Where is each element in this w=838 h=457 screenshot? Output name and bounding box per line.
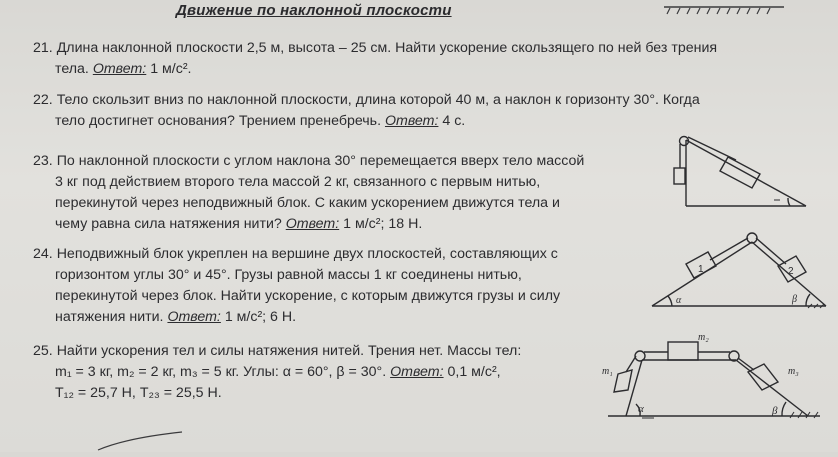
- pen-stroke: [96, 430, 186, 457]
- problem-text: 3 кг под действием второго тела массой 2 кг, связанного с первым нитью,: [55, 174, 541, 190]
- answer-label: Ответ:: [92, 61, 147, 77]
- problem-number: 23.: [33, 153, 53, 169]
- problem-25: [33, 341, 521, 404]
- problem-text: m₁ = 3 кг, m₂ = 2 кг, m₃ = 5 кг. Углы: α = 60°, β = 30°.: [55, 364, 391, 380]
- figure-25-label-m1: m₁: [602, 366, 613, 377]
- figure-25-label-m3: m₃: [788, 366, 799, 377]
- problem-text: Неподвижный блок укреплен на вершине двух плоскостей, составляющих с: [56, 246, 558, 262]
- problem-text: перекинутой через блок. Найти ускорение, с которым движутся грузы и силу: [55, 288, 561, 304]
- problem-24-line-2: [33, 265, 560, 286]
- figure-25-label-alpha: α: [638, 403, 644, 415]
- answer-value: 1 м/с².: [146, 61, 192, 77]
- problem-text: тела.: [55, 61, 93, 77]
- figure-24-label-alpha: α: [676, 295, 682, 306]
- problem-23: [33, 151, 584, 235]
- problem-23-line-1: [33, 151, 584, 172]
- problem-21: [33, 38, 717, 80]
- problem-22: [33, 90, 700, 132]
- problem-24-line-3: [33, 286, 560, 307]
- problem-text: Найти ускорения тел и силы натяжения нитей. Трения нет. Массы тел:: [56, 343, 522, 359]
- figure-25-three-masses: [598, 330, 828, 422]
- problem-number: 22.: [33, 92, 53, 108]
- problem-text: T₁₂ = 25,7 Н, T₂₃ = 25,5 Н.: [55, 385, 222, 401]
- figure-25-label-m2: m₂: [698, 332, 709, 343]
- answer-label: Ответ:: [285, 216, 340, 232]
- corner-hatching: [664, 0, 838, 21]
- figure-23-incline-pulley: [664, 130, 812, 212]
- problem-23-line-4: [33, 214, 584, 235]
- problem-text: перекинутой через неподвижный блок. С каким ускорением движутся тела и: [55, 195, 560, 211]
- problem-text: Тело скользит вниз по наклонной плоскости, длина которой 40 м, а наклон к горизонту 30°. Когда: [56, 92, 700, 108]
- problem-24: [33, 244, 560, 328]
- problem-24-line-4: [33, 307, 560, 328]
- problem-23-line-3: [33, 193, 584, 214]
- problem-23-line-2: [33, 172, 584, 193]
- problem-number: 21.: [33, 40, 53, 56]
- problem-25-line-3: [33, 383, 521, 404]
- problem-number: 24.: [33, 246, 53, 262]
- problem-text: горизонтом углы 30° и 45°. Грузы равной массы 1 кг соединены нитью,: [55, 267, 522, 283]
- problem-text: чему равна сила натяжения нити?: [55, 216, 286, 232]
- problem-22-line-2: [33, 111, 700, 132]
- problem-text: натяжения нити.: [55, 309, 168, 325]
- figure-25-label-beta: β: [772, 405, 778, 417]
- answer-label: Ответ:: [390, 364, 444, 380]
- problem-22-line-1: [33, 90, 700, 111]
- problem-number: 25.: [33, 343, 53, 359]
- answer-value: 1 м/с²; 6 Н.: [220, 309, 297, 325]
- problem-text: Длина наклонной плоскости 2,5 м, высота – 25 см. Найти ускорение скользящего по ней без трения: [56, 40, 718, 56]
- figure-24-double-incline: [650, 226, 832, 310]
- problem-25-line-1: [33, 341, 521, 362]
- problem-21-line-1: [33, 38, 717, 59]
- problem-25-line-2: [33, 362, 521, 383]
- problem-21-line-2: [33, 59, 717, 80]
- answer-value: 4 с.: [438, 113, 466, 129]
- figure-24-label-2: 2: [788, 266, 794, 277]
- page-title: Движение по наклонной плоскости: [176, 2, 452, 19]
- problem-text: тело достигнет основания? Трением пренебречь.: [55, 113, 385, 129]
- answer-label: Ответ:: [384, 113, 439, 129]
- problem-24-line-1: [33, 244, 560, 265]
- problem-text: По наклонной плоскости с углом наклона 30° перемещается вверх тело массой: [56, 153, 585, 169]
- figure-24-label-beta: β: [792, 294, 797, 305]
- answer-label: Ответ:: [167, 309, 221, 325]
- figure-24-label-1: 1: [698, 264, 704, 275]
- answer-value: 1 м/с²; 18 Н.: [339, 216, 423, 232]
- answer-value: 0,1 м/с²,: [443, 364, 501, 380]
